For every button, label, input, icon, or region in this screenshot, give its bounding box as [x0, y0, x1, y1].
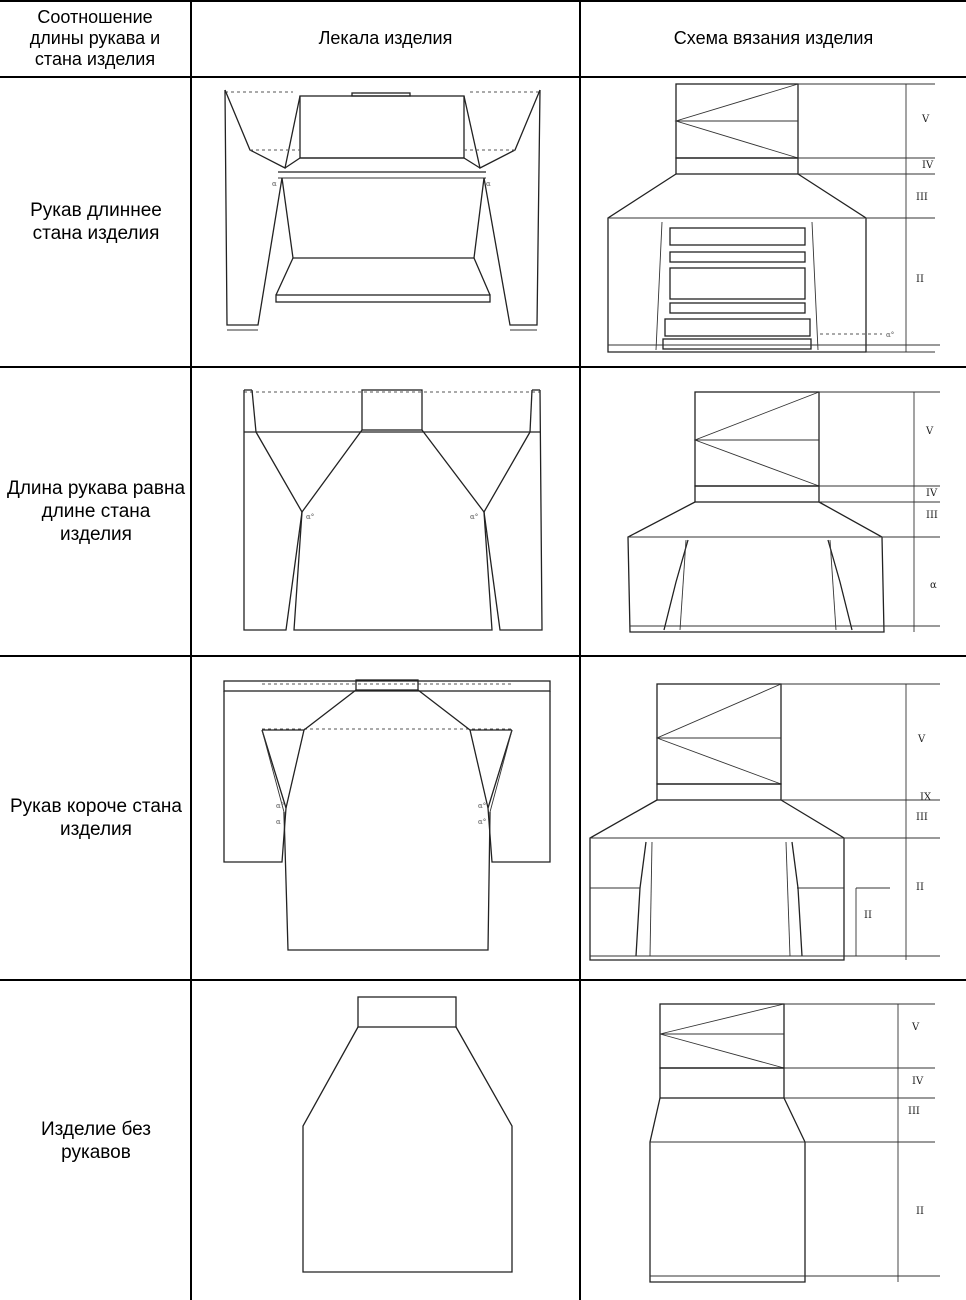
header-patterns: Лекала изделия: [318, 27, 453, 48]
scheme-mark: IV: [926, 488, 938, 499]
scheme-mark: IV: [912, 1076, 924, 1087]
scheme-mark: V: [926, 426, 934, 437]
header-ratio-line: Соотношение: [37, 6, 153, 27]
scheme-mark: II: [916, 882, 924, 893]
scheme-mark: IV: [922, 160, 934, 171]
row-label-line: изделия: [60, 819, 132, 840]
scheme-mark: V: [922, 114, 930, 125]
row-label-line: длине стана: [41, 501, 151, 522]
scheme-mark: V: [912, 1022, 920, 1033]
svg-text:α: α: [276, 818, 281, 826]
scheme-mark: II: [864, 910, 872, 921]
row-label-line: изделия: [60, 524, 132, 545]
scheme-mark: III: [916, 192, 928, 203]
header-ratio-line: стана изделия: [34, 48, 156, 69]
scheme-mark: III: [908, 1106, 920, 1117]
svg-text:α: α: [486, 180, 491, 188]
row-label-line: Длина рукава равна: [6, 478, 186, 499]
svg-text:α°: α°: [470, 513, 479, 521]
row-label-line: Изделие без: [40, 1118, 152, 1140]
row-label-line: рукавов: [61, 1141, 131, 1163]
scheme-mark: II: [916, 274, 924, 285]
scheme-mark: II: [916, 1206, 924, 1217]
svg-text:α: α: [272, 180, 277, 188]
scheme-mark: V: [918, 734, 926, 745]
header-scheme: Схема вязания изделия: [673, 27, 874, 48]
header-ratio-line: длины рукава и: [29, 27, 161, 48]
scheme-mark: α: [930, 580, 937, 591]
svg-text:α°: α°: [478, 802, 487, 810]
row-label-line: Рукав короче стана: [9, 796, 182, 817]
scheme-mark: III: [916, 812, 928, 823]
scheme-mark: IX: [920, 792, 932, 803]
svg-text:α°: α°: [886, 331, 895, 339]
scheme-mark: III: [926, 510, 938, 521]
svg-text:α°: α°: [276, 802, 285, 810]
row-label-line: стана изделия: [32, 223, 160, 244]
svg-text:α°: α°: [306, 513, 315, 521]
svg-text:α°: α°: [478, 818, 487, 826]
row-label-line: Рукав длиннее: [30, 200, 162, 221]
